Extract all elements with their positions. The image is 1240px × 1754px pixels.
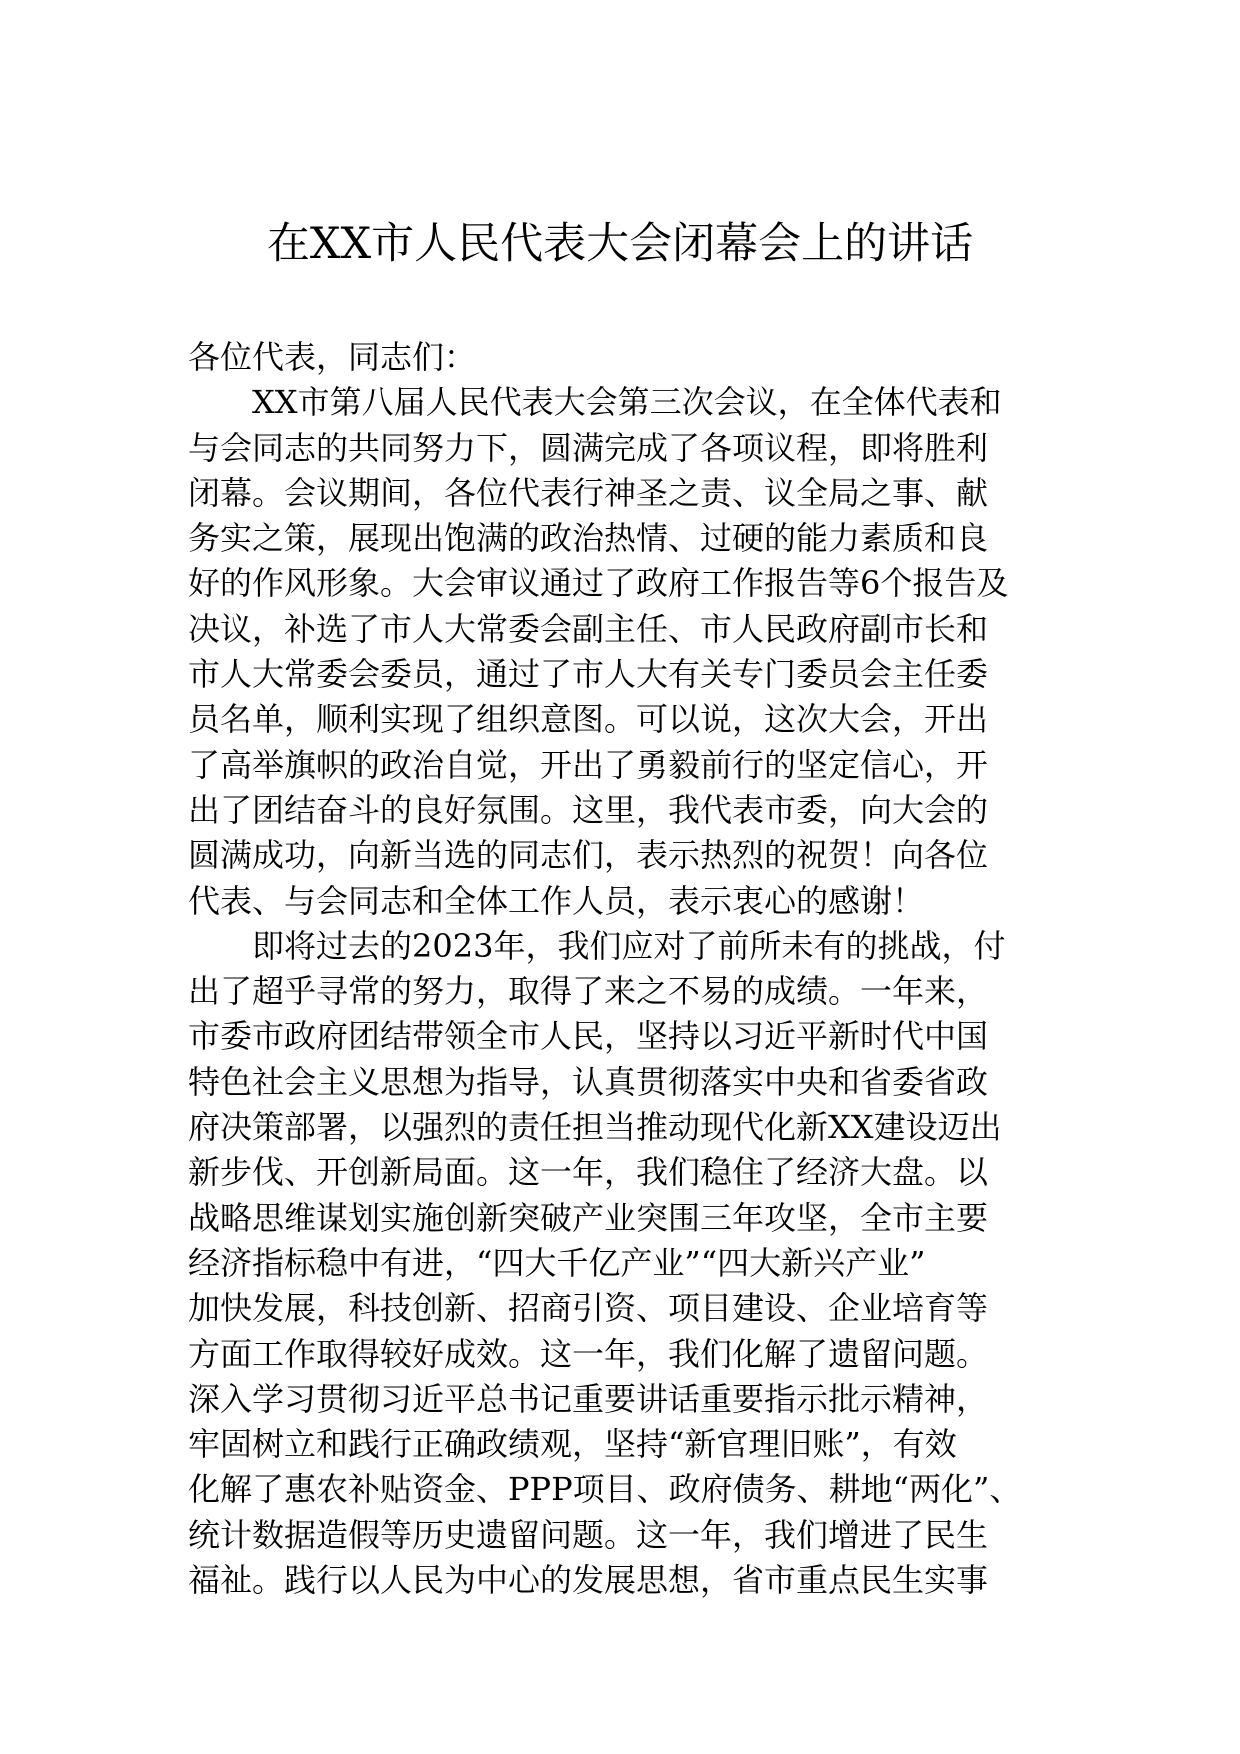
text-line: 了高举旗帜的政治自觉，开出了勇毅前行的坚定信心，开	[188, 745, 989, 784]
text-line: 加快发展，科技创新、招商引资、项目建设、企业培育等	[188, 1289, 989, 1328]
text-line: 圆满成功，向新当选的同志们，表示热烈的祝贺！向各位	[188, 836, 989, 875]
text-line: 新步伐、开创新局面。这一年，我们稳住了经济大盘。以	[188, 1153, 989, 1192]
text-line: 化解了惠农补贴资金、PPP项目、政府债务、耕地“两化”、	[188, 1470, 1022, 1509]
text-line: 市人大常委会委员，通过了市人大有关专门委员会主任委	[188, 655, 989, 694]
text-line: 各位代表，同志们：	[188, 338, 477, 376]
text-line: 特色社会主义思想为指导，认真贯彻落实中央和省委省政	[188, 1062, 989, 1101]
text-line: 闭幕。会议期间，各位代表行神圣之责、议全局之事、献	[188, 473, 989, 512]
text-line: 深入学习贯彻习近平总书记重要讲话重要指示批示精神，	[188, 1379, 989, 1418]
text-line: 出了团结奋斗的良好氛围。这里，我代表市委，向大会的	[188, 790, 989, 829]
document-title: 在XX市人民代表大会闭幕会上的讲话	[266, 219, 974, 269]
document-body	[188, 335, 1058, 1603]
text-line: 好的作风形象。大会审议通过了政府工作报告等6个报告及	[188, 564, 1009, 603]
text-line: 牢固树立和践行正确政绩观，坚持“新官理旧账”，有效	[188, 1425, 957, 1464]
text-line: 经济指标稳中有进，“四大千亿产业”“四大新兴产业”	[188, 1243, 926, 1282]
text-line: 务实之策，展现出饱满的政治热情、过硬的能力素质和良	[188, 519, 989, 558]
text-line: 决议，补选了市人大常委会副主任、市人民政府副市长和	[188, 609, 989, 648]
text-line: 市委市政府团结带领全市人民，坚持以习近平新时代中国	[188, 1017, 989, 1056]
text-line: 代表、与会同志和全体工作人员，表示衷心的感谢！	[188, 881, 925, 920]
text-line: 福祉。践行以人民为中心的发展思想，省市重点民生实事	[188, 1561, 989, 1600]
text-line: 方面工作取得较好成效。这一年，我们化解了遗留问题。	[188, 1334, 989, 1373]
text-line: 统计数据造假等历史遗留问题。这一年，我们增进了民生	[188, 1515, 989, 1554]
text-line: 府决策部署，以强烈的责任担当推动现代化新XX建设迈出	[188, 1108, 1002, 1147]
text-line: 员名单，顺利实现了组织意图。可以说，这次大会，开出	[188, 700, 989, 739]
text-line: 战略思维谋划实施创新突破产业突围三年攻坚，全市主要	[188, 1198, 989, 1237]
text-line: 即将过去的2023年，我们应对了前所未有的挑战，付	[252, 926, 1006, 965]
text-line: 出了超乎寻常的努力，取得了来之不易的成绩。一年来，	[188, 972, 989, 1011]
text-line: XX市第八届人民代表大会第三次会议，在全体代表和	[252, 383, 1002, 422]
text-line: 与会同志的共同努力下，圆满完成了各项议程，即将胜利	[188, 428, 989, 467]
